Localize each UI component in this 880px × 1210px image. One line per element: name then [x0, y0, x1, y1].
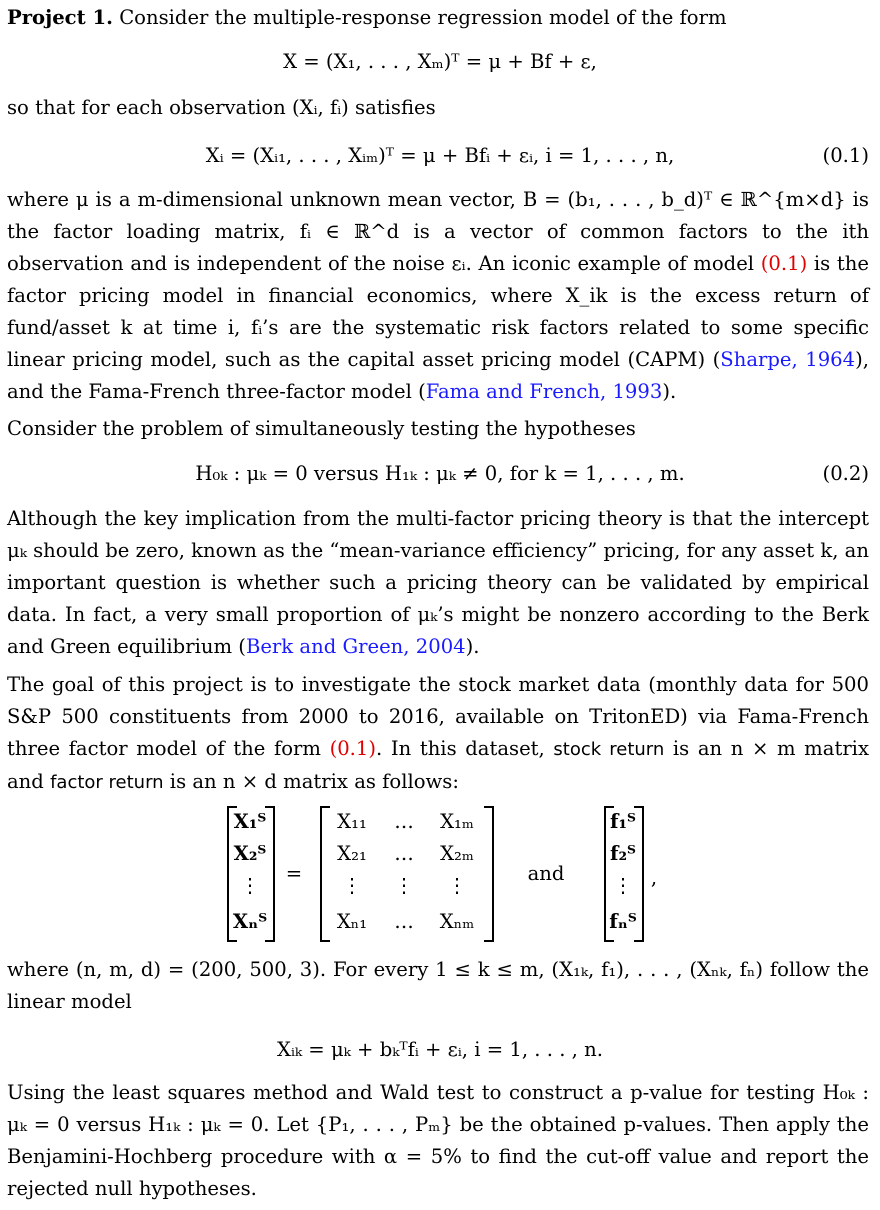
paragraph-procedure: Using the least squares method and Wald test to construct a p-value for testing H₀ₖ : μₖ = 0 versus H₁ₖ : μₖ = 0. Let {P₁, . . . , Pₘ} be the obtained p-values. Then apply the Benjamini-Hochberg procedure with α = 5% to find the cut-off value and report the rejected null hypotheses. — [7, 1081, 869, 1200]
left-vector-entry: Xₙᵀ — [232, 910, 268, 933]
matrix-cell: ⋮ — [447, 874, 467, 897]
paragraph-pricing-theory: Although the key implication from the multi-factor pricing theory is that the intercept μₖ should be zero, known as the “mean-variance efficiency” pricing, for any asset k, an important question is whether such a pricing theory can be validated by empirical data. In fact, a very small proportion of μₖ’s might be nonzero according to the Berk and Green equilibrium (Berk and Green, 2004). — [7, 507, 869, 658]
factor-vector-entry: f₂ᵀ — [610, 842, 636, 865]
equation-0-1: Xᵢ = (Xᵢ₁, . . . , Xᵢₘ)ᵀ = μ + Bfᵢ + εᵢ, i = 1, . . . , n, (0.1) — [0, 140, 880, 172]
matrix-cell: … — [394, 810, 414, 833]
left-vector-entry: X₂ᵀ — [233, 842, 267, 865]
matrix-cell: … — [394, 842, 414, 865]
factor-return-label: factor return — [50, 772, 164, 793]
ref-eq-0-1-second[interactable]: (0.1) — [329, 737, 377, 760]
matrix-cell: ⋮ — [342, 874, 362, 897]
paragraph-dimensions: where (n, m, d) = (200, 500, 3). For every 1 ≤ k ≤ m, (X₁ₖ, f₁), . . . , (Xₙₖ, fₙ) follow the linear model — [7, 958, 869, 1013]
matrix-trailing-comma: , — [650, 866, 658, 889]
equation-0-2: H₀ₖ : μₖ = 0 versus H₁ₖ : μₖ ≠ 0, for k = 1, . . . , m. (0.2) — [0, 458, 880, 490]
ref-eq-0-1[interactable]: (0.1) — [760, 252, 808, 275]
factor-vector-entry: f₁ᵀ — [610, 810, 636, 833]
consider-line: Consider the problem of simultaneously testing the hypotheses — [7, 417, 636, 440]
equation-model: X = (X₁, . . . , Xₘ)ᵀ = μ + Bf + ε, — [283, 50, 597, 73]
factor-vector-entry: fₙᵀ — [609, 910, 637, 933]
matrix-cell: X₂ₘ — [440, 842, 474, 865]
stock-return-label: stock return — [553, 739, 665, 760]
matrix-cell: X₂₁ — [337, 842, 367, 865]
equation-linear-model: Xᵢₖ = μₖ + bₖᵀfᵢ + εᵢ, i = 1, . . . , n. — [277, 1038, 603, 1061]
equation-number-0-2: (0.2) — [822, 462, 869, 485]
matrix-cell: ⋮ — [394, 874, 414, 897]
so-that-line: so that for each observation (Xᵢ, fᵢ) satisfies — [7, 96, 436, 119]
equation-number-0-1: (0.1) — [822, 144, 869, 167]
citation-berk-green[interactable]: Berk and Green, 2004 — [245, 635, 466, 658]
factor-vector-entry: ⋮ — [613, 874, 633, 897]
intro-text: Consider the multiple-response regression model of the form — [119, 6, 727, 29]
matrix-equals-sign: = — [285, 862, 303, 885]
matrix-cell: … — [394, 910, 414, 933]
matrix-cell: Xₙ₁ — [336, 910, 368, 933]
project-heading: Project 1. — [7, 6, 113, 29]
paragraph-model-description: where μ is a m-dimensional unknown mean vector, B = (b₁, . . . , b_d)ᵀ ∈ ℝ^{m×d} is the factor loading matrix, fᵢ ∈ ℝ^d is a vector of common factors to the ith observation and is independent of the noise εᵢ. An iconic example of model (0.1) is the factor pricing model in financial economics, where X_ik is the excess return of fund/asset k at time i, fᵢ’s are the systematic risk factors related to some specific linear pricing model, such as the capital asset pricing model (CAPM) (Sharpe, 1964), and the Fama-French three-factor model (Fama and French, 1993). — [7, 188, 870, 403]
matrix-cell: Xₙₘ — [439, 910, 475, 933]
left-vector-entry: ⋮ — [240, 874, 260, 897]
left-vector-entry: X₁ᵀ — [233, 810, 267, 833]
citation-fama-french[interactable]: Fama and French, 1993 — [425, 380, 663, 403]
citation-sharpe[interactable]: Sharpe, 1964 — [720, 348, 856, 371]
paragraph-project-goal: The goal of this project is to investigate the stock market data (monthly data for 500 S&P 500 constituents from 2000 to 2016, available on TritonED) via Fama-French three factor model of the form (0.1). In this dataset, stock return is an n × m matrix and factor return is an n × d matrix as follows: — [7, 673, 869, 793]
intro-line — [7, 2, 869, 34]
matrix-cell: X₁₁ — [337, 810, 367, 833]
matrix-block — [0, 806, 880, 942]
matrix-and-word: and — [527, 862, 565, 885]
matrix-cell: X₁ₘ — [440, 810, 474, 833]
